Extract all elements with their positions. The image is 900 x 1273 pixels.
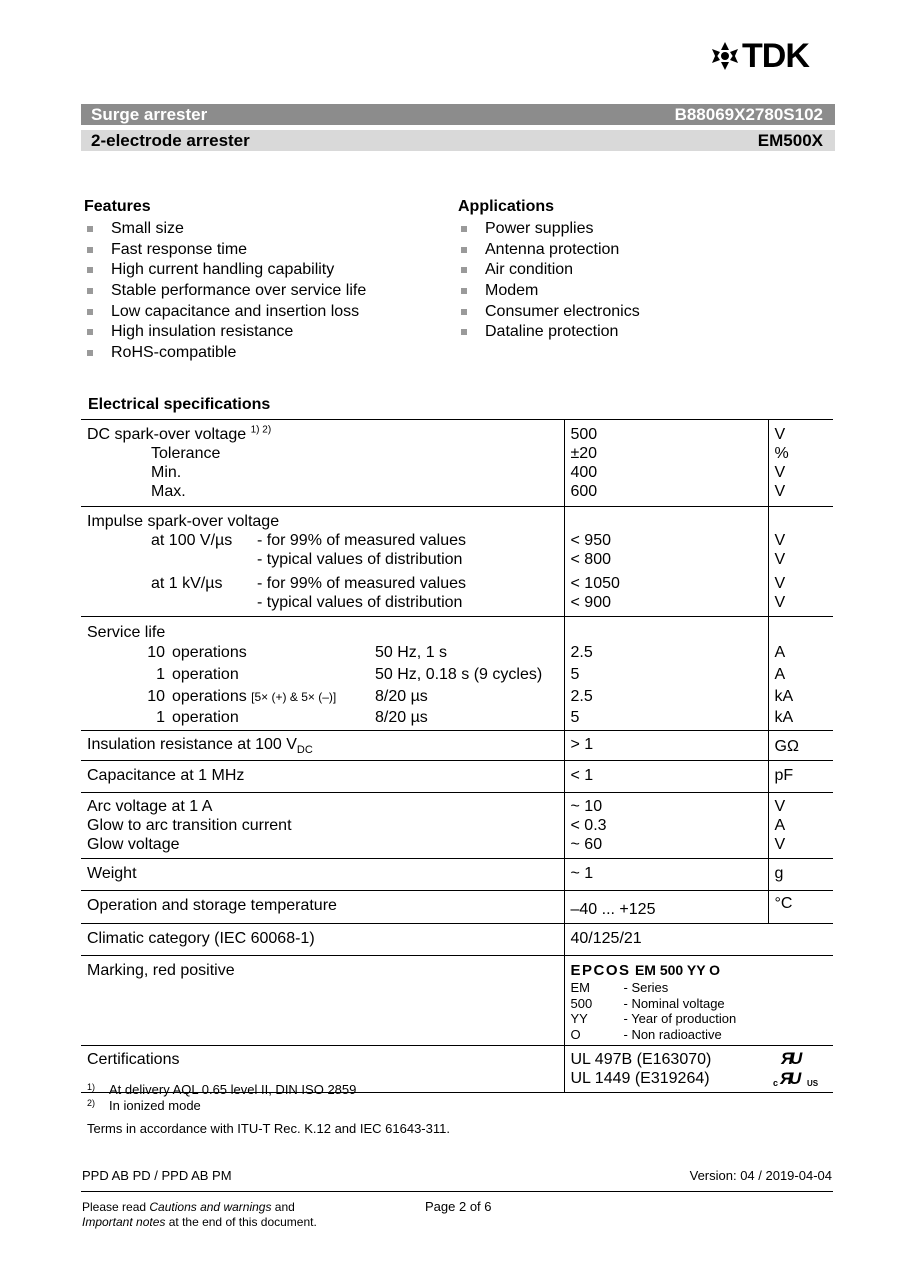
page-number: Page 2 of 6 bbox=[425, 1199, 492, 1214]
service-label: Service life bbox=[87, 624, 166, 641]
marking-label: Marking, red positive bbox=[81, 956, 564, 1046]
service-value-cell: 2.5 5 2.5 5 bbox=[564, 617, 768, 731]
ordering-code: B88069X2780S102 bbox=[674, 105, 823, 124]
bullet-icon bbox=[461, 226, 467, 232]
svg-text:U: U bbox=[790, 1049, 803, 1068]
footer-note: Please read Cautions and warnings and Important notes at the end of this document. bbox=[82, 1200, 317, 1229]
bullet-icon bbox=[461, 267, 467, 273]
applications-list bbox=[458, 219, 640, 343]
service-unit-cell: A A kA kA bbox=[768, 617, 833, 731]
epcos-brand-mark: EPCOS bbox=[570, 962, 631, 979]
bullet-icon bbox=[87, 329, 93, 335]
product-subtitle: 2-electrode arrester bbox=[91, 131, 250, 150]
svg-text:c: c bbox=[773, 1078, 779, 1088]
capacitance-label: Capacitance at 1 MHz bbox=[81, 761, 564, 793]
table-row bbox=[81, 956, 833, 1046]
dc-label: DC spark-over voltage bbox=[87, 426, 247, 443]
marking-code: EM 500 YY O bbox=[634, 962, 721, 978]
svg-text:U: U bbox=[789, 1069, 802, 1088]
list-item: High current handling capability bbox=[84, 260, 366, 281]
model-name: EM500X bbox=[757, 131, 823, 150]
table-row bbox=[81, 793, 833, 859]
svg-text:Я: Я bbox=[781, 1049, 794, 1068]
header-bar-product bbox=[81, 104, 835, 125]
dc-footnote-marker: 1) 2) bbox=[250, 424, 272, 436]
insulation-value: > 1 bbox=[564, 731, 768, 761]
list-item: Stable performance over service life bbox=[84, 281, 366, 302]
dc-min-label: Min. bbox=[151, 464, 182, 481]
footnote-item: 2) In ionized mode bbox=[87, 1098, 201, 1113]
footer-divider bbox=[81, 1191, 833, 1192]
dc-tolerance-label: Tolerance bbox=[151, 445, 221, 462]
table-row bbox=[81, 420, 833, 507]
impulse-label: Impulse spark-over voltage bbox=[87, 513, 280, 530]
product-type: Surge arrester bbox=[91, 105, 208, 124]
insulation-unit: GΩ bbox=[768, 731, 833, 761]
weight-unit: g bbox=[768, 859, 833, 891]
list-item: RoHS-compatible bbox=[84, 343, 366, 364]
dc-max-label: Max. bbox=[151, 483, 186, 500]
header-bar-model bbox=[81, 130, 835, 151]
svg-text:Я: Я bbox=[780, 1069, 793, 1088]
list-item: Consumer electronics bbox=[458, 302, 640, 323]
bullet-icon bbox=[87, 309, 93, 315]
marking-cell: EPCOS EM 500 YY O EM - Series 500 - Nominal voltage YY - Year of production O - Non radioactive bbox=[564, 956, 833, 1046]
footer-department: PPD AB PD / PPD AB PM bbox=[82, 1168, 232, 1183]
footnotes bbox=[87, 1082, 356, 1114]
bullet-icon bbox=[461, 247, 467, 253]
electrical-specs-table bbox=[81, 419, 833, 1093]
logo-text: TDK bbox=[742, 37, 809, 75]
dc-label-cell bbox=[81, 420, 564, 507]
certifications-label: Certifications bbox=[81, 1046, 564, 1093]
arc-label-cell: Arc voltage at 1 A Glow to arc transition current Glow voltage bbox=[81, 793, 564, 859]
footnote-item: 1) At delivery AQL 0.65 level II, DIN ISO 2859 bbox=[87, 1082, 357, 1097]
list-item: Antenna protection bbox=[458, 240, 640, 261]
features-list bbox=[84, 219, 366, 364]
temperature-label: Operation and storage temperature bbox=[81, 891, 564, 924]
certifications-cell: UL 497B (E163070) UL 1449 (E319264) Я U c Я U US bbox=[564, 1046, 833, 1093]
temperature-value: –40 ... +125 bbox=[564, 891, 768, 924]
impulse-unit-cell: V V V V bbox=[768, 507, 833, 617]
table-row bbox=[81, 859, 833, 891]
applications-section bbox=[458, 198, 640, 343]
insulation-label-cell: Insulation resistance at 100 $V_{DC}$ bbox=[81, 731, 564, 761]
tdk-logo bbox=[710, 38, 836, 74]
list-item: Power supplies bbox=[458, 219, 640, 240]
weight-value: ~ 1 bbox=[564, 859, 768, 891]
dc-unit-cell: V % V V bbox=[768, 420, 833, 507]
table-row bbox=[81, 617, 833, 731]
list-item: Low capacitance and insertion loss bbox=[84, 302, 366, 323]
arc-value-cell: ~ 10 < 0.3 ~ 60 bbox=[564, 793, 768, 859]
bullet-icon bbox=[461, 329, 467, 335]
capacitance-unit: pF bbox=[768, 761, 833, 793]
weight-label: Weight bbox=[81, 859, 564, 891]
bullet-icon bbox=[461, 288, 467, 294]
table-row bbox=[81, 891, 833, 924]
applications-title: Applications bbox=[458, 198, 555, 215]
temperature-unit: °C bbox=[768, 891, 833, 924]
capacitance-value: < 1 bbox=[564, 761, 768, 793]
list-item: Small size bbox=[84, 219, 366, 240]
bullet-icon bbox=[87, 350, 93, 356]
dc-value-cell: 500 ±20 400 600 bbox=[564, 420, 768, 507]
tdk-emblem-icon bbox=[710, 41, 740, 71]
list-item: Air condition bbox=[458, 260, 640, 281]
ul-recognized-icon bbox=[771, 1049, 823, 1089]
bullet-icon bbox=[87, 288, 93, 294]
service-label-cell: Service life 10 operations 50 Hz, 1 s 1 operation 50 Hz, 0.18 s (9 cycles) 10 operations [5× (+) & 5× (–)] 8/20 µs 1 operation 8/20 µs bbox=[81, 617, 564, 731]
climatic-value: 40/125/21 bbox=[564, 924, 833, 956]
table-row bbox=[81, 731, 833, 761]
features-section bbox=[84, 198, 366, 364]
bullet-icon bbox=[87, 267, 93, 273]
impulse-value-cell: < 950 < 800 < 1050 < 900 bbox=[564, 507, 768, 617]
table-row bbox=[81, 761, 833, 793]
electrical-specs-title: Electrical specifications bbox=[88, 396, 271, 413]
bullet-icon bbox=[87, 226, 93, 232]
impulse-label-cell: Impulse spark-over voltage at 100 V/µs - for 99% of measured values - typical values of distribution at 1 kV/µs - for 99% of measured values - typical values of distribution bbox=[81, 507, 564, 617]
terms-text: Terms in accordance with ITU-T Rec. K.12 and IEC 61643-311. bbox=[87, 1121, 450, 1136]
list-item: Modem bbox=[458, 281, 640, 302]
list-item: Fast response time bbox=[84, 240, 366, 261]
table-row bbox=[81, 507, 833, 617]
climatic-label: Climatic category (IEC 60068-1) bbox=[81, 924, 564, 956]
svg-text:US: US bbox=[807, 1079, 819, 1088]
footer-version: Version: 04 / 2019-04-04 bbox=[689, 1168, 832, 1183]
table-row bbox=[81, 924, 833, 956]
arc-unit-cell: V A V bbox=[768, 793, 833, 859]
features-title: Features bbox=[84, 198, 151, 215]
list-item: High insulation resistance bbox=[84, 322, 366, 343]
list-item: Dataline protection bbox=[458, 322, 640, 343]
bullet-icon bbox=[87, 247, 93, 253]
bullet-icon bbox=[461, 309, 467, 315]
